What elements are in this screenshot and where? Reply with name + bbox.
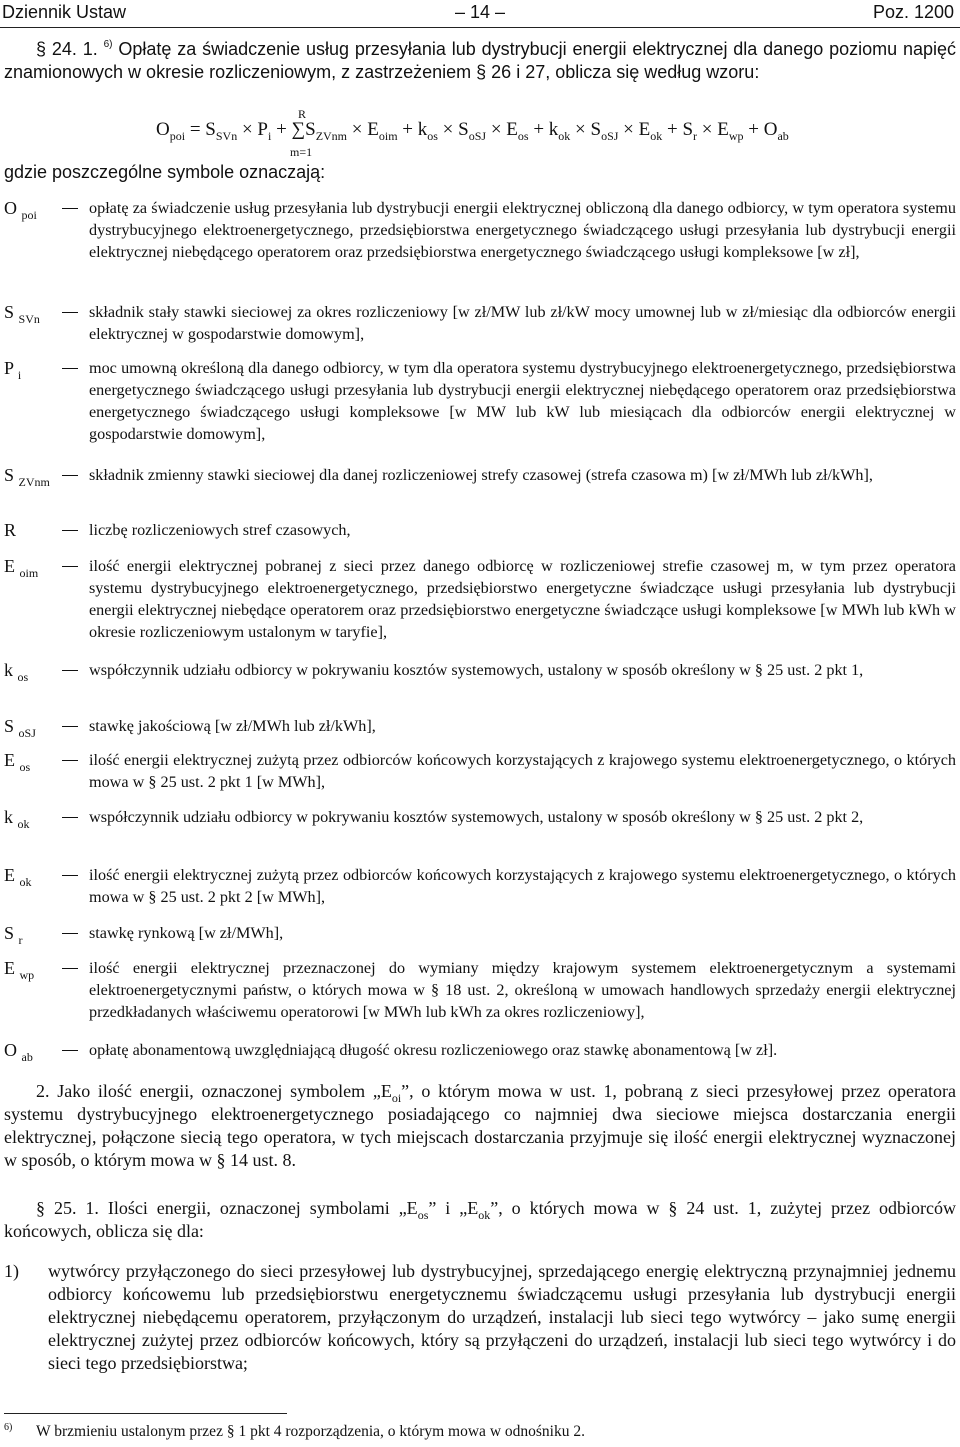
definition-dash xyxy=(62,1050,78,1051)
definition-text: moc umowną określoną dla danego odbiorcy, w tym dla operatora systemu dystrybucyjnego elektroenergetycznego, przedsiębiorstwa energetycznego świadczącego usługi przesyłania lub dystrybucji energii elektrycznej niebędącego operatorem oraz przedsiębiorstwa energetycznego świadczącego usługi kompleksowe [w MW lub kW lub miesiącach dla odbiorców energii elektrycznej w gospodarstwie domowym], xyxy=(89,359,956,443)
footnote-ref: 6) xyxy=(103,39,113,50)
definition-text: ilość energii elektrycznej przeznaczonej do wymiany między krajowym systemem elektroenergetycznym a systemami elektroenergetycznymi państw, o których mowa w § 18 ust. 2, określoną w umowach handlowych sprzedaży energii elektrycznej przedkładanych właściwemu operatorowi [w MWh lub kWh za okres rozliczeniowy], xyxy=(89,959,956,1021)
definition-text: opłatę za świadczenie usług przesyłania lub dystrybucji energii elektrycznej obliczoną dla danego odbiorcy, w tym operatora systemu dystrybucyjnego elektroenergetycznego, przedsiębiorstwa energetycznego świadczącego usługi przesyłania lub dystrybucji energii elektrycznej niebędącego operatorem oraz przedsiębiorstwa energetycznego świadczącego usługi kompleksowe [w zł], xyxy=(89,199,956,261)
definition-symbol: E $_{oim}$ xyxy=(4,556,39,580)
definition-dash xyxy=(62,726,78,727)
formula-expression: $O_{poi} = S_{SVn} \times P_i + \sum S_{ZVnm} \times E_{oim} + k_{os} \times S_{oSJ} \times E_{os} + k_{ok} \times S_{oSJ} \times E_{ok} + S_r \times E_{wp} + O_{ab}$ xyxy=(156,119,789,143)
definition-text: współczynnik udziału odbiorcy w pokrywaniu kosztów systemowych, ustalony w sposób określony w § 25 ust. 2 pkt 2, xyxy=(89,808,864,826)
definition-dash xyxy=(62,968,78,969)
definition-dash xyxy=(62,670,78,671)
footnote-rule xyxy=(4,1413,287,1414)
paragraph-24-1-prefix: § 24. 1. xyxy=(36,39,98,59)
definition-dash xyxy=(62,875,78,876)
definition-symbol: E $_{wp}$ xyxy=(4,958,35,982)
definition-dash xyxy=(62,933,78,934)
sum-lower-limit: m=1 xyxy=(290,145,313,159)
definition-text: ilość energii elektrycznej zużytą przez odbiorców końcowych korzystających z krajowego systemu elektroenergetycznego, o których mowa w § 25 ust. 2 pkt 1 [w MWh], xyxy=(89,751,956,791)
definition-text: składnik zmienny stawki sieciowej dla danej rozliczeniowej strefy czasowej (strefa czasowa m) [w zł/MWh lub zł/kWh], xyxy=(89,466,873,484)
definition-text: liczbę rozliczeniowych stref czasowych, xyxy=(89,521,351,539)
journal-name: Dziennik Ustaw xyxy=(2,2,127,22)
definition-text: składnik stały stawki sieciowej za okres rozliczeniowy [w zł/MW lub zł/kW mocy umownej lub w zł/miesiąc dla odbiorców energii elektrycznej w gospodarstwie domowym], xyxy=(89,303,956,343)
definition-symbol: E $_{ok}$ xyxy=(4,865,32,889)
definition-dash xyxy=(62,817,78,818)
position-number: Poz. 1200 xyxy=(872,2,954,22)
paragraph-24-2: 2. Jako ilość energii, oznaczonej symbolem $„E_{oi}$”, o którym mowa w ust. 1, pobraną z sieci przesyłowej przez operatora systemu dystrybucyjnego elektroenergetycznego posiadającego co najmniej dwa sieciowe miejsca dostarczania energii elektrycznej, połączone siecią tego operatora, w tych miejscach dostarczania przyjmuje się ilość energii elektrycznej wyznaczonej w sposób, o którym mowa w § 14 ust. 8. xyxy=(4,1081,956,1170)
page-header xyxy=(0,0,960,26)
definition-symbol: S $_r$ xyxy=(4,923,23,947)
paragraph-25-1: § 25. 1. Ilości energii, oznaczonej symbolami $„E_{os}$” i $„E_{ok}$”, o których mowa w § 24 ust. 1, zużytej przez odbiorców końcowych, oblicza się dla: xyxy=(4,1198,956,1241)
page-number: – 14 – xyxy=(454,2,506,22)
definition-symbol: S $_{ZVnm}$ xyxy=(4,465,50,489)
definition-text: ilość energii elektrycznej zużytą przez odbiorców końcowych korzystających z krajowego systemu elektroenergetycznego, o których mowa w § 25 ust. 2 pkt 2 [w MWh], xyxy=(89,866,956,906)
sum-upper-limit: R xyxy=(298,107,307,121)
definition-symbol: R xyxy=(4,520,17,540)
definition-symbol: O $_{poi}$ xyxy=(4,198,37,222)
list-item-number: 1) xyxy=(4,1261,19,1281)
tariff-formula xyxy=(156,107,856,162)
definition-text: stawkę rynkową [w zł/MWh], xyxy=(89,924,284,942)
definition-symbol: P $_i$ xyxy=(4,358,22,382)
definition-text: współczynnik udziału odbiorcy w pokrywaniu kosztów systemowych, ustalony w sposób określony w § 25 ust. 2 pkt 1, xyxy=(89,661,864,679)
definition-symbol: k $_{ok}$ xyxy=(4,807,30,831)
definition-symbol: k $_{os}$ xyxy=(4,660,29,684)
footnote-number: 6) xyxy=(4,1422,13,1433)
definition-dash xyxy=(62,475,78,476)
definition-symbol: S $_{oSJ}$ xyxy=(4,716,36,740)
definition-dash xyxy=(62,530,78,531)
footnote-text: W brzmieniu ustalonym przez § 1 pkt 4 rozporządzenia, o którym mowa w odnośniku 2. xyxy=(36,1423,585,1440)
definition-text: opłatę abonamentową uwzględniającą długość okresu rozliczeniowego oraz stawkę abonamentową [w zł]. xyxy=(89,1041,778,1059)
definition-dash xyxy=(62,566,78,567)
definition-dash xyxy=(62,368,78,369)
definition-dash xyxy=(62,760,78,761)
definition-symbol: E $_{os}$ xyxy=(4,750,31,774)
paragraph-24-1-text: Opłatę za świadczenie usług przesyłania lub dystrybucji energii elektrycznej dla danego poziomu napięć znamionowych w okresie rozliczeniowym, z zastrzeżeniem § 26 i 27, oblicza się według wzoru: xyxy=(4,39,956,82)
where-label: gdzie poszczególne symbole oznaczają: xyxy=(4,162,326,182)
definition-text: ilość energii elektrycznej pobranej z sieci przez danego odbiorcę w rozliczeniowej strefie czasowej m, w tym przez operatora systemu dystrybucyjnego elektroenergetycznego, przedsiębiorstwo energetyczne świadczące usługi przesyłania lub dystrybucji energii elektrycznej niebędące operatorem oraz przedsiębiorstwo energetyczne świadczące usługi kompleksowe [w MWh lub kWh w okresie rozliczeniowym ustalonym w taryfie], xyxy=(89,557,956,641)
header-rule xyxy=(0,27,960,28)
definition-dash xyxy=(62,208,78,209)
list-item-text: wytwórcy przyłączonego do sieci przesyłowej lub dystrybucyjnej, sprzedającego energię elektryczną przynajmniej jednemu odbiorcy końcowemu lub przedsiębiorstwu energetycznemu świadczącemu usługi przesyłania lub dystrybucji energii elektrycznej niebędącemu operatorem, przyłączonym do urządzeń, instalacji lub sieci tego wytwórcy – jako sumę energii elektrycznej zużytej przez odbiorców końcowych, który są przyłączeni do urządzeń, instalacji lub sieci tego wytwórcy i do sieci tego przedsiębiorstwa; xyxy=(48,1261,956,1373)
definition-symbol: O $_{ab}$ xyxy=(4,1040,33,1064)
definition-dash xyxy=(62,312,78,313)
definition-text: stawkę jakościową [w zł/MWh lub zł/kWh], xyxy=(89,717,376,735)
definition-symbol: S $_{SVn}$ xyxy=(4,302,40,326)
paragraph-24-1 xyxy=(4,38,956,84)
